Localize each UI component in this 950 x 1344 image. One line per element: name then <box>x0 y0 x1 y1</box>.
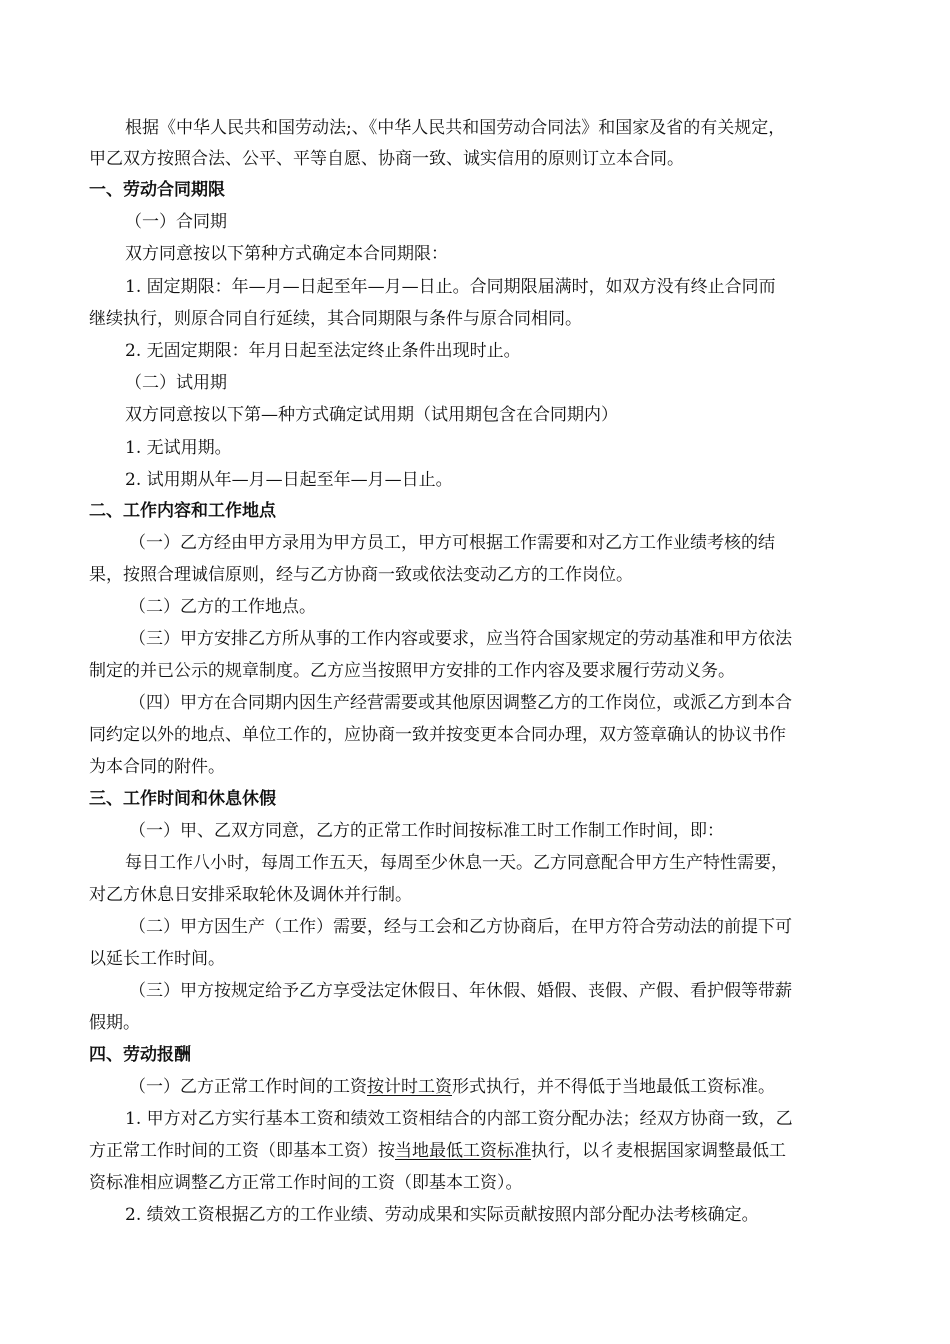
work-content-p4-line-3: 为本合同的附件。 <box>89 757 225 777</box>
pay-p3: 2. 绩效工资根据乙方的工作业绩、劳动成果和实际贡献按照内部分配办法考核确定。 <box>125 1205 759 1225</box>
pay-p2-line-1: 1. 甲方对乙方实行基本工资和绩效工资相结合的内部工资分配办法；经双方协商一致，乙 <box>125 1109 793 1129</box>
hours-p3-line-2: 假期。 <box>89 1013 140 1033</box>
pay-p1-prefix: （一）乙方正常工作时间的工资 <box>129 1077 367 1097</box>
hours-p1: （一）甲、乙双方同意，乙方的正常工作时间按标准工时工作制工作时间，即： <box>129 821 724 841</box>
min-wage-underlined: 当地最低工资标准 <box>395 1141 531 1161</box>
hours-p2-line-1: （二）甲方因生产（工作）需要，经与工会和乙方协商后，在甲方符合劳动法的前提下可 <box>129 917 792 937</box>
subheading-contract-period: （一）合同期 <box>125 212 227 232</box>
preamble-line-2: 甲乙双方按照合法、公平、平等自愿、协商一致、诚实信用的原则订立本合同。 <box>89 149 684 169</box>
hours-p1b-line-2: 对乙方休息日安排采取轮休及调休并行制。 <box>89 885 412 905</box>
fixed-term-line-2: 继续执行，则原合同自行延续，其合同期限与条件与原合同相同。 <box>89 309 582 329</box>
work-content-p4-line-2: 同约定以外的地点、单位工作的，应协商一致并按变更本合同办理，双方签章确认的协议书作 <box>89 725 786 745</box>
subheading-probation: （二）试用期 <box>125 373 227 393</box>
fixed-term-line-1: 1. 固定期限：年—月—日起至年—月—日止。合同期限届满时，如双方没有终止合同而 <box>125 277 776 297</box>
work-content-p3-line-1: （三）甲方安排乙方所从事的工作内容或要求，应当符合国家规定的劳动基准和甲方依法 <box>129 629 792 649</box>
section-heading-remuneration: 四、劳动报酬 <box>89 1045 191 1065</box>
hours-p1b-line-1: 每日工作八小时，每周工作五天，每周至少休息一天。乙方同意配合甲方生产特性需要， <box>125 853 788 873</box>
probation-option-2: 2. 试用期从年—月—日起至年—月—日止。 <box>125 470 453 490</box>
work-content-p1-line-1: （一）乙方经由甲方录用为甲方员工，甲方可根据工作需要和对乙方工作业绩考核的结 <box>129 533 775 553</box>
pay-p1-suffix: 形式执行，并不得低于当地最低工资标准。 <box>452 1077 775 1097</box>
section-heading-contract-term: 一、劳动合同期限 <box>89 180 225 200</box>
pay-form-underlined: 按计时工资 <box>367 1077 452 1097</box>
preamble-line-1: 根据《中华人民共和国劳动法;、《中华人民共和国劳动合同法》和国家及省的有关规定， <box>125 118 786 138</box>
pay-p2-line-2 <box>89 1140 890 1162</box>
pay-p1 <box>89 1076 890 1098</box>
section-heading-work-content: 二、工作内容和工作地点 <box>89 501 276 521</box>
pay-p2-suffix: 执行，以彳麦根据国家调整最低工 <box>531 1141 786 1161</box>
work-location: （二）乙方的工作地点。 <box>129 597 316 617</box>
hours-p2-line-2: 以延长工作时间。 <box>89 949 225 969</box>
work-content-p3-line-2: 制定的并已公示的规章制度。乙方应当按照甲方安排的工作内容及要求履行劳动义务。 <box>89 661 735 681</box>
work-content-p1-line-2: 果，按照合理诚信原则，经与乙方协商一致或依法变动乙方的工作岗位。 <box>89 565 633 585</box>
hours-p3-line-1: （三）甲方按规定给予乙方享受法定休假日、年休假、婚假、丧假、产假、看护假等带薪 <box>129 981 792 1001</box>
probation-intro: 双方同意按以下第—种方式确定试用期（试用期包含在合同期内） <box>125 405 618 425</box>
open-ended-term: 2. 无固定期限：年月日起至法定终止条件出现时止。 <box>125 341 521 361</box>
pay-p2-line-3: 资标准相应调整乙方正常工作时间的工资（即基本工资）。 <box>89 1173 523 1193</box>
section-heading-working-hours: 三、工作时间和休息休假 <box>89 789 276 809</box>
work-content-p4-line-1: （四）甲方在合同期内因生产经营需要或其他原因调整乙方的工作岗位，或派乙方到本合 <box>129 693 792 713</box>
term-intro: 双方同意按以下第种方式确定本合同期限： <box>125 244 448 264</box>
probation-option-1: 1. 无试用期。 <box>125 438 232 458</box>
pay-p2-prefix: 方正常工作时间的工资（即基本工资）按 <box>89 1141 395 1161</box>
